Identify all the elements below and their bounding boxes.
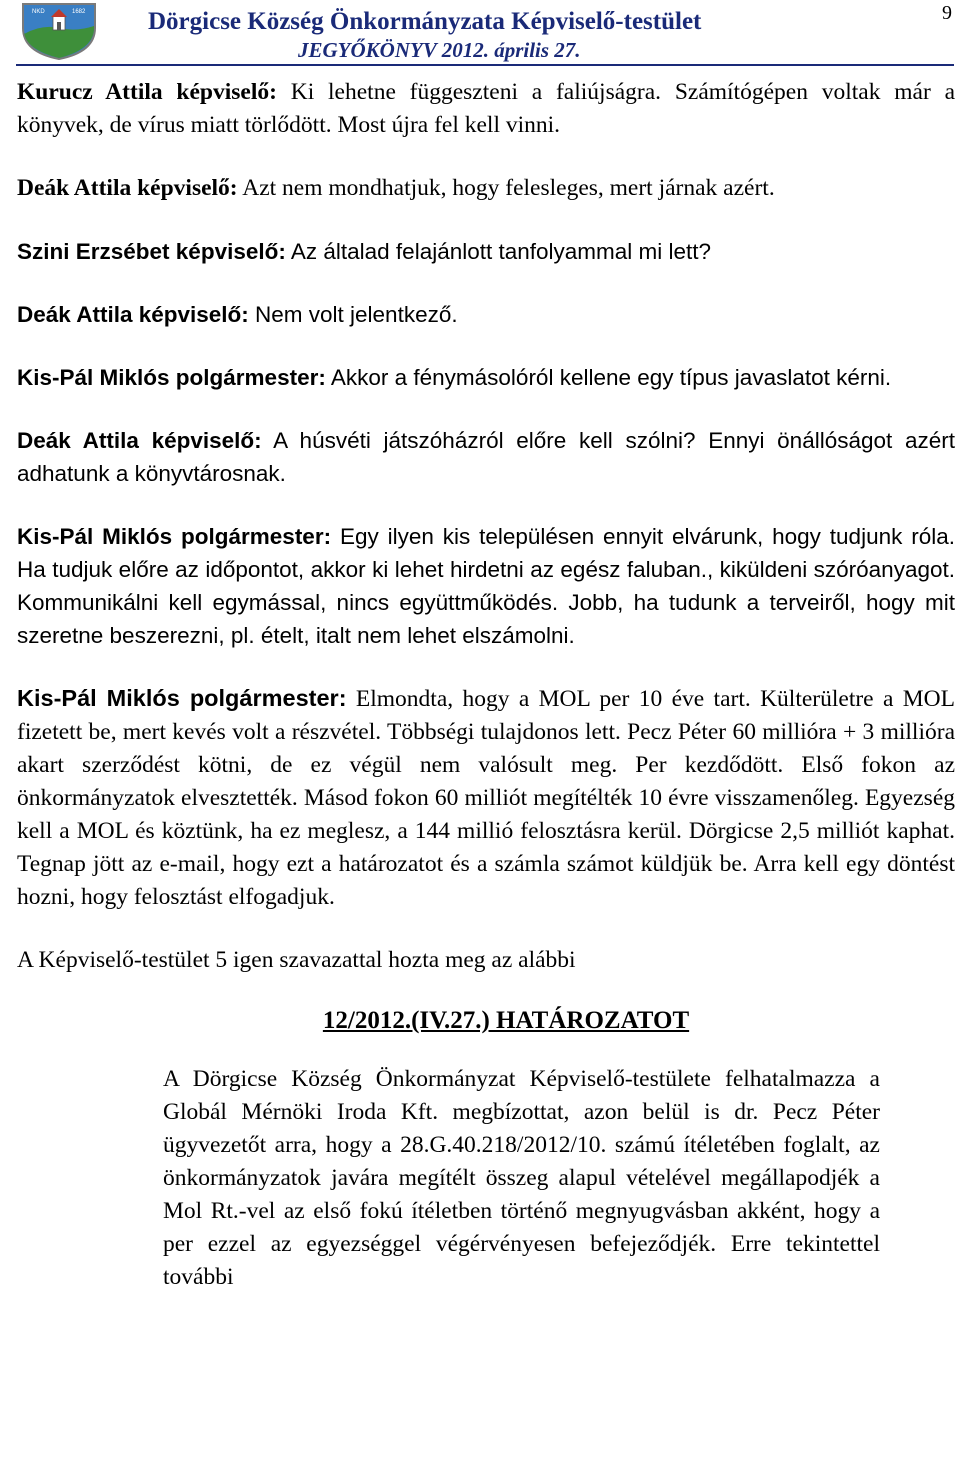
speaker-name: Kis-Pál Miklós polgármester:	[17, 685, 347, 711]
svg-text:1682: 1682	[72, 9, 86, 15]
speaker-name: Kis-Pál Miklós polgármester:	[17, 365, 326, 390]
speaker-name: Deák Attila képviselő:	[17, 175, 238, 201]
minutes-paragraph	[17, 172, 955, 205]
speaker-name: Szini Erzsébet képviselő:	[17, 239, 286, 264]
vote-statement: A Képviselő-testület 5 igen szavazattal hozta meg az alábbi	[17, 947, 576, 973]
resolution-title: 12/2012.(IV.27.) HATÁROZATOT	[322, 1007, 690, 1034]
statement-text: Elmondta, hogy a MOL per 10 éve tart. Külterületre a MOL fizetett be, mert kevés volt a részvétel. Többségi tulajdonos lett. Pecz Péter 60 millióra + 3 millióra akart szerződést kötni, de ez végül nem valósult meg. Per kezdődött. Első fokon az önkormányzatok elvesztették. Másod fokon 60 milliót megítélték 10 évre visszamenőleg. Egyezség kell a MOL és köztünk, ha ez meglesz, a 144 millió felosztásra kerül. Dörgicse 2,5 milliót kaphat. Tegnap jött az e-mail, hogy ezt a határozatot és a számla számot küldjük be. Arra kell egy döntést hozni, hogy felosztást elfogadjuk.	[17, 686, 955, 910]
speaker-name: Deák Attila képviselő:	[17, 428, 262, 453]
minutes-paragraph	[17, 235, 955, 268]
statement-text: Nem volt jelentkező.	[248, 302, 458, 327]
statement-text: Akkor a fénymásolóról kellene egy típus javaslatot kérni.	[325, 365, 892, 390]
page-header	[0, 0, 960, 70]
speaker-name: Deák Attila képviselő:	[17, 302, 249, 327]
statement-text: Azt nem mondhatjuk, hogy felesleges, mert járnak azért.	[237, 175, 775, 201]
speaker-name: Kurucz Attila képviselő:	[17, 79, 277, 105]
minutes-paragraph	[17, 298, 955, 331]
minutes-paragraph	[17, 361, 955, 394]
minutes-paragraph	[17, 682, 955, 914]
header-divider	[16, 64, 954, 66]
statement-text: Egy ilyen kis településen ennyit elvárunk, hogy tudjunk róla. Ha tudjuk előre az időpontot, akkor ki lehet hirdetni az egész faluban., kiküldeni szóróanyagot. Kommunikálni kell egymással, nincs együttműködés. Jobb, ha tudunk a terveiről, hogy mit szeretne beszerezni, pl. ételt, italt nem lehet elszámolni.	[17, 524, 955, 648]
resolution-text: A Dörgicse Község Önkormányzat Képviselő-testülete felhatalmazza a Globál Mérnöki Iroda Kft. megbízottat, azon belül is dr. Pecz Péter ügyvezetőt arra, hogy a 28.G.40.218/2012/10. számú ítéletében foglalt, az önkormányzatok javára megítélt összeg alapul vételével megállapodjék a Mol Rt.-vel az első fokú ítéletben történő megnyugvásban akként, hogy a per ezzel az egyezséggel végérvényesen befejeződjék. Erre tekintettel további	[163, 1066, 880, 1290]
statement-text: Ki lehetne függeszteni a faliújságra. Számítógépen voltak már a könyvek, de vírus miatt törlődött. Most újra fel kell vinni.	[17, 79, 956, 138]
speaker-name: Kis-Pál Miklós polgármester:	[17, 524, 332, 549]
minutes-paragraph	[17, 424, 955, 490]
minutes-paragraph	[17, 76, 955, 142]
page-number: 9	[942, 2, 952, 24]
minutes-paragraph	[17, 520, 955, 652]
document-header-title: Dörgicse Község Önkormányzata Képviselő-testület	[148, 8, 702, 35]
document-body	[17, 76, 955, 1294]
svg-text:NKD: NKD	[32, 9, 45, 15]
village-crest-logo	[20, 2, 98, 60]
statement-text: A húsvéti játszóházról előre kell szólni? Ennyi önállóságot azért adhatunk a könyvtárosnak.	[17, 428, 955, 486]
document-header-subtitle: JEGYŐKÖNYV 2012. április 27.	[298, 38, 581, 62]
statement-text: Az általad felajánlott tanfolyammal mi lett?	[285, 239, 712, 264]
